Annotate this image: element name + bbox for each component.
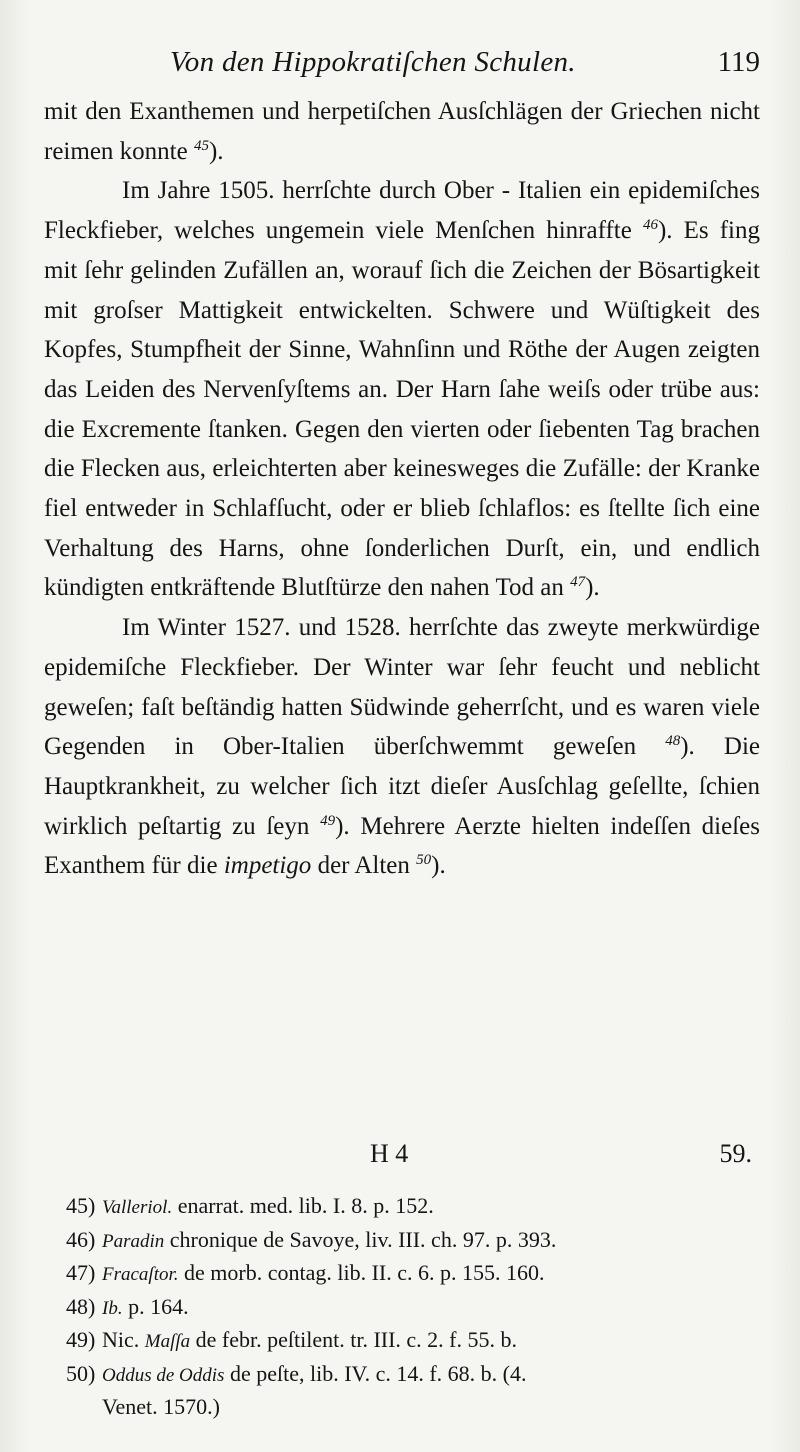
paragraph-1-line-1: mit den Exanthemen und herpetiſchen Ausſchlägen	[44, 98, 563, 125]
footnote-number: 46)	[66, 1226, 96, 1252]
footnote-number: 45)	[66, 1193, 96, 1218]
footnote-ref-50[interactable]: 50	[416, 852, 432, 869]
page-header	[0, 44, 800, 84]
footnote-number: 48)	[66, 1293, 96, 1319]
footnote-48	[66, 1291, 766, 1325]
footnote-ref-45[interactable]: 45	[193, 137, 209, 154]
footnote-author: Paradin	[102, 1230, 165, 1252]
footnote-ref-49[interactable]: 49	[320, 812, 336, 829]
paragraph-2-end: ).	[585, 574, 600, 602]
footnote-50-continuation: Venet. 1570.)	[102, 1394, 220, 1419]
footnote-text-2: de febr. peſtilent. tr. III. c. 2. f. 55. b.	[190, 1327, 518, 1352]
paragraph-3-text-c: ). Mehrere Aerzte hielten indeſſen dieſes Exanthem für die	[44, 812, 760, 880]
paragraph-1-line-2: der Griechen nicht reimen konnte	[44, 98, 760, 165]
paragraph-3-end: ).	[431, 852, 446, 880]
catchword: 59.	[719, 1139, 752, 1168]
signature-line	[44, 1134, 760, 1174]
paragraph-3-italic-term: impetigo	[223, 852, 312, 880]
footnote-author: Oddus de Oddis	[102, 1364, 225, 1386]
paragraph-3-text-d: der Alten	[311, 852, 417, 880]
footnote-text: de morb. contag. lib. II. c. 6. p. 155. 160.	[178, 1260, 545, 1285]
footnote-number: 49)	[66, 1327, 96, 1352]
footnote-number: 50)	[66, 1360, 96, 1386]
footnote-45	[66, 1190, 766, 1224]
footnote-number: 47)	[66, 1260, 96, 1285]
footnote-text: Nic.	[102, 1327, 145, 1352]
paragraph-2-text-a: Im Jahre 1505. herrſchte durch Ober - Italien ein epidemiſches Fleckfieber, welches ungemein viele Menſchen hinraffte	[44, 177, 760, 245]
footnote-ref-47[interactable]: 47	[570, 574, 586, 591]
paragraph-2	[44, 171, 760, 608]
footnote-text: p. 164.	[122, 1293, 189, 1319]
paragraph-3-text-b: ). Die Hauptkrankheit, zu welcher ſich itzt dieſer Ausſchlag geſellte, ſchien wirklich peſtartig zu ſeyn	[44, 733, 760, 840]
body-text	[44, 92, 760, 886]
footnote-ref-46[interactable]: 46	[642, 217, 658, 234]
paragraph-3-text-a: Im Winter 1527. und 1528. herrſchte das zweyte merkwürdige epidemiſche Fleckfieber. Der Winter war ſehr feucht und neblicht geweſen; faſt beſtändig hatten Südwinde geherrſcht, und es waren viele Gegenden in Ober-Italien überſchwemmt geweſen	[44, 614, 760, 761]
footnote-text: chronique de Savoye, liv. III. ch. 97. p. 393.	[164, 1226, 557, 1252]
footnote-author: Ib.	[102, 1297, 123, 1319]
footnote-author: Fracaſtor.	[102, 1264, 179, 1285]
paragraph-2-text-b: ). Es fing mit ſehr gelinden Zufällen an, worauf ſich die Zeichen der Bösartigkeit mit groſser Mattigkeit entwickelten. Schwere und Wüſtigkeit des Kopfes, Stumpfheit der Sinne, Wahnſinn und Röthe der Augen zeigten das Leiden des Nervenſyſtems an. Der Harn ſahe weiſs oder trübe aus: die Excremente ſtanken. Gegen den vierten oder ſiebenten Tag brachen die Flecken aus, erleichterten aber keinesweges die Zufälle: der Kranke fiel entweder in Schlafſucht, oder er blieb ſchlaflos: es ſtellte ſich eine Verhaltung des Harns, ohne ſonderlichen Durſt, ein, und endlich kündigten entkräftende Blutſtürze den nahen Tod an	[44, 217, 760, 602]
running-title: Von den Hippokratiſchen Schulen.	[170, 46, 576, 78]
footnote-46	[66, 1224, 766, 1258]
footnote-49	[66, 1324, 766, 1358]
footnote-text: de peſte, lib. IV. c. 14. f. 68. b. (4.	[224, 1360, 527, 1386]
footnote-ref-48[interactable]: 48	[665, 733, 681, 750]
footnote-author: Maſſa	[144, 1331, 191, 1352]
page-number: 119	[717, 46, 760, 78]
signature-mark: H 4	[370, 1139, 409, 1168]
footnote-text: enarrat. med. lib. I. 8. p. 152.	[172, 1193, 434, 1218]
footnote-47	[66, 1257, 766, 1291]
paragraph-1-end: ).	[208, 137, 224, 165]
footnote-author: Valleriol.	[102, 1197, 173, 1218]
footnote-50	[66, 1358, 766, 1392]
footnotes	[66, 1190, 766, 1423]
paragraph-3	[44, 608, 760, 886]
paragraph-1	[44, 92, 760, 171]
